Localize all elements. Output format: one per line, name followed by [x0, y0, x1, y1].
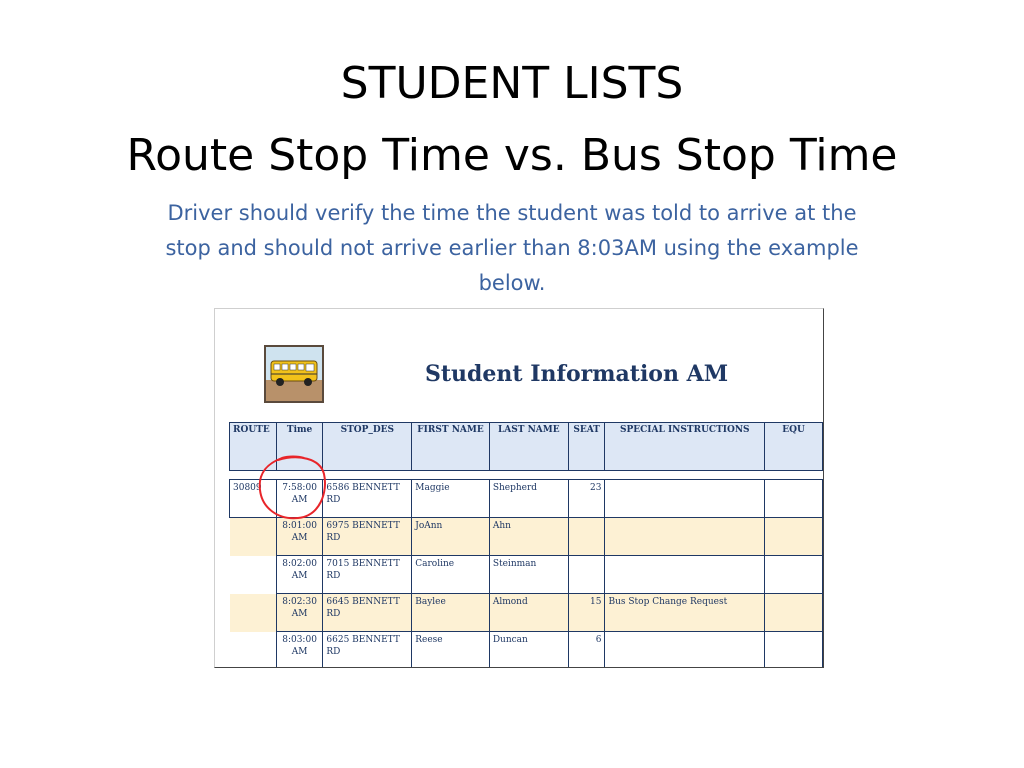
column-header: SEAT	[568, 423, 605, 471]
time-cell: 8:01:00 AM	[276, 518, 323, 556]
seat-cell	[568, 518, 605, 556]
last-name-cell: Duncan	[489, 632, 568, 669]
time-cell: 7:58:00 AM	[276, 480, 323, 518]
equipment-cell	[765, 480, 823, 518]
instructions-cell	[605, 556, 765, 594]
last-name-cell: Almond	[489, 594, 568, 632]
stop-cell: 6645 BENNETT RD	[323, 594, 412, 632]
route-cell	[230, 518, 277, 556]
stop-cell: 6975 BENNETT RD	[323, 518, 412, 556]
route-cell	[230, 594, 277, 632]
time-cell: 8:02:00 AM	[276, 556, 323, 594]
seat-cell	[568, 556, 605, 594]
school-bus-icon	[264, 345, 324, 403]
route-cell	[230, 556, 277, 594]
route-cell: 30809	[230, 480, 277, 518]
last-name-cell: Shepherd	[489, 480, 568, 518]
seat-cell: 6	[568, 632, 605, 669]
column-header: Time	[276, 423, 323, 471]
first-name-cell: Caroline	[412, 556, 490, 594]
route-cell	[230, 632, 277, 669]
last-name-cell: Ahn	[489, 518, 568, 556]
first-name-cell: JoAnn	[412, 518, 490, 556]
instructions-cell	[605, 480, 765, 518]
sheet-title: Student Information AM	[425, 361, 729, 387]
table-row	[230, 480, 823, 518]
seat-cell: 15	[568, 594, 605, 632]
column-header: EQU	[765, 423, 823, 471]
stop-cell: 6586 BENNETT RD	[323, 480, 412, 518]
column-header: STOP_DES	[323, 423, 412, 471]
slide-description: Driver should verify the time the student was told to arrive at the stop and should not arrive earlier than 8:03AM using the example below.	[165, 201, 859, 295]
table-row	[230, 632, 823, 669]
last-name-cell: Steinman	[489, 556, 568, 594]
time-cell: 8:02:30 AM	[276, 594, 323, 632]
table-row	[230, 518, 823, 556]
instructions-cell	[605, 518, 765, 556]
table-row	[230, 556, 823, 594]
slide-title: STUDENT LISTS	[340, 58, 684, 109]
equipment-cell	[765, 556, 823, 594]
instructions-cell	[605, 632, 765, 669]
student-table	[229, 422, 823, 668]
seat-cell: 23	[568, 480, 605, 518]
slide-subtitle-heading: Route Stop Time vs. Bus Stop Time	[126, 130, 898, 181]
column-header: SPECIAL INSTRUCTIONS	[605, 423, 765, 471]
equipment-cell	[765, 518, 823, 556]
stop-cell: 6625 BENNETT RD	[323, 632, 412, 669]
equipment-cell	[765, 632, 823, 669]
stop-cell: 7015 BENNETT RD	[323, 556, 412, 594]
first-name-cell: Baylee	[412, 594, 490, 632]
first-name-cell: Reese	[412, 632, 490, 669]
column-header: FIRST NAME	[412, 423, 490, 471]
equipment-cell	[765, 594, 823, 632]
spreadsheet-image	[214, 308, 824, 668]
time-cell: 8:03:00 AM	[276, 632, 323, 669]
first-name-cell: Maggie	[412, 480, 490, 518]
table-row	[230, 594, 823, 632]
column-header: ROUTE	[230, 423, 277, 471]
instructions-cell: Bus Stop Change Request	[605, 594, 765, 632]
table-header	[230, 423, 823, 471]
column-header: LAST NAME	[489, 423, 568, 471]
